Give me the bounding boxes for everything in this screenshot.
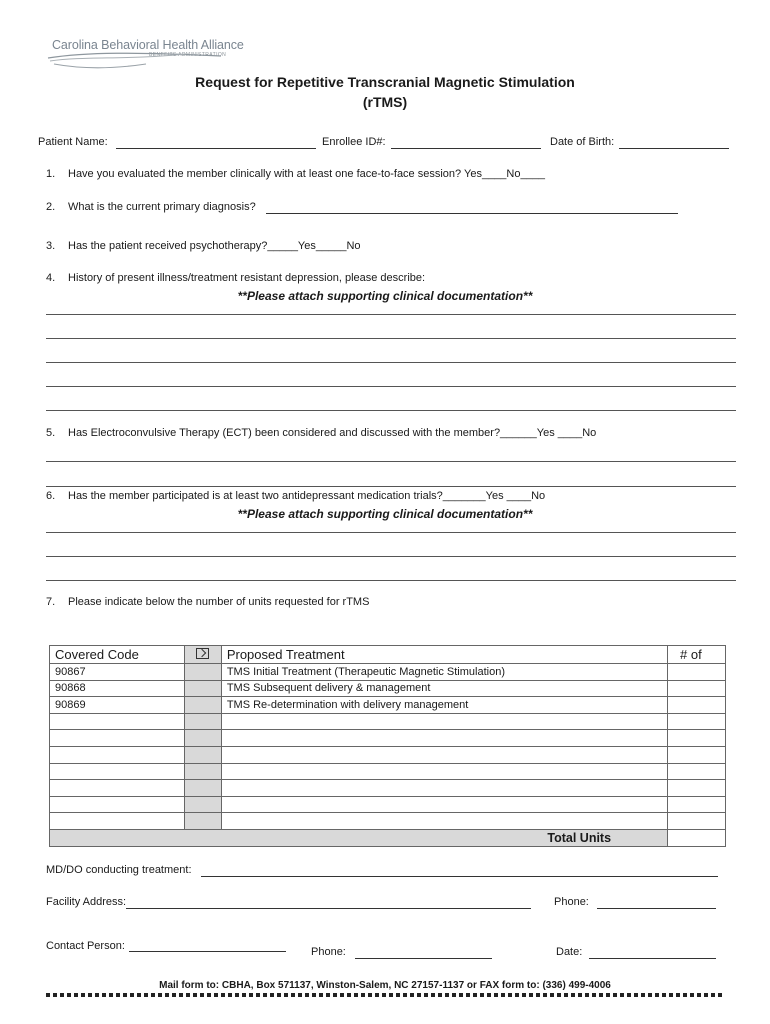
table-row — [50, 746, 726, 763]
code-cell[interactable] — [50, 730, 185, 747]
contact-person-label: Contact Person: — [46, 940, 125, 952]
select-cell[interactable] — [184, 664, 221, 681]
ect-line[interactable] — [46, 461, 736, 462]
question-2 — [46, 201, 256, 213]
logo-subtitle: BENEFITS ADMINISTRATION — [149, 52, 227, 58]
logo-swoosh-icon — [46, 50, 226, 72]
select-cell[interactable] — [184, 763, 221, 780]
patient-name-field[interactable] — [116, 148, 316, 149]
question-text: What is the current primary diagnosis? — [68, 201, 256, 213]
treatment-cell[interactable] — [221, 813, 667, 830]
units-cell[interactable] — [668, 796, 726, 813]
treatment-cell[interactable] — [221, 713, 667, 730]
select-cell[interactable] — [184, 730, 221, 747]
units-cell[interactable] — [668, 780, 726, 797]
question-number: 4. — [46, 272, 56, 284]
total-units-label: Total Units — [50, 829, 668, 846]
question-1 — [46, 168, 545, 180]
facility-address-field[interactable] — [126, 908, 531, 909]
mail-fax-instructions: Mail form to: CBHA, Box 571137, Winston-Salem, NC 27157-1137 or FAX form to: (336) 499-4006 — [159, 980, 611, 991]
units-cell[interactable] — [668, 664, 726, 681]
units-cell[interactable] — [668, 730, 726, 747]
medication-line[interactable] — [46, 580, 736, 581]
table-row — [50, 730, 726, 747]
treatment-cell[interactable] — [221, 780, 667, 797]
table-row — [50, 780, 726, 797]
proposed-treatment-header: Proposed Treatment — [221, 646, 667, 664]
table-row — [50, 713, 726, 730]
history-line[interactable] — [46, 362, 736, 363]
select-cell[interactable] — [184, 780, 221, 797]
units-cell[interactable] — [668, 697, 726, 714]
question-number: 6. — [46, 490, 56, 502]
code-cell: 90867 — [50, 664, 185, 681]
table-row — [50, 680, 726, 697]
facility-address-label: Facility Address: — [46, 896, 127, 908]
history-line[interactable] — [46, 410, 736, 411]
facility-phone-field[interactable] — [597, 908, 716, 909]
question-text: Has the member participated is at least two antidepressant medication trials?_______Yes ____No — [68, 490, 546, 502]
history-line[interactable] — [46, 314, 736, 315]
dob-field[interactable] — [619, 148, 729, 149]
facility-phone-label: Phone: — [554, 896, 589, 908]
checkbox-icon — [196, 648, 209, 659]
table-header-row — [50, 646, 726, 664]
dob-label: Date of Birth: — [550, 136, 615, 148]
select-cell[interactable] — [184, 746, 221, 763]
question-number: 2. — [46, 201, 56, 213]
question-6 — [46, 490, 545, 502]
ect-line[interactable] — [46, 486, 736, 487]
covered-code-header: Covered Code — [50, 646, 185, 664]
code-cell[interactable] — [50, 780, 185, 797]
diagnosis-field[interactable] — [266, 213, 678, 214]
contact-phone-label: Phone: — [311, 946, 346, 958]
table-row — [50, 763, 726, 780]
organization-logo — [46, 36, 246, 76]
select-cell[interactable] — [184, 813, 221, 830]
code-cell[interactable] — [50, 763, 185, 780]
units-cell[interactable] — [668, 680, 726, 697]
contact-phone-field[interactable] — [355, 958, 492, 959]
attach-documentation-note: **Please attach supporting clinical documentation** — [237, 507, 533, 521]
table-row — [50, 813, 726, 830]
code-cell[interactable] — [50, 746, 185, 763]
history-line[interactable] — [46, 386, 736, 387]
form-title: Request for Repetitive Transcranial Magnetic Stimulation — [195, 74, 575, 90]
attach-documentation-note: **Please attach supporting clinical documentation** — [237, 289, 533, 303]
select-cell[interactable] — [184, 713, 221, 730]
total-units-cell[interactable] — [668, 829, 726, 846]
question-text: Have you evaluated the member clinically with at least one face-to-face session? Yes____No____ — [68, 168, 545, 180]
treatment-cell: TMS Initial Treatment (Therapeutic Magnetic Stimulation) — [221, 664, 667, 681]
date-label: Date: — [556, 946, 583, 958]
table-row — [50, 796, 726, 813]
code-cell[interactable] — [50, 813, 185, 830]
code-cell: 90868 — [50, 680, 185, 697]
treatment-cell[interactable] — [221, 796, 667, 813]
units-cell[interactable] — [668, 813, 726, 830]
question-7 — [46, 596, 369, 608]
table-row — [50, 697, 726, 714]
medication-line[interactable] — [46, 532, 736, 533]
total-row — [50, 829, 726, 846]
question-text: Please indicate below the number of units requested for rTMS — [68, 596, 370, 608]
question-number: 3. — [46, 240, 56, 252]
question-text: History of present illness/treatment resistant depression, please describe: — [68, 272, 426, 284]
enrollee-id-label: Enrollee ID#: — [322, 136, 386, 148]
contact-person-field[interactable] — [129, 951, 286, 952]
medication-line[interactable] — [46, 556, 736, 557]
question-number: 7. — [46, 596, 56, 608]
md-do-label: MD/DO conducting treatment: — [46, 864, 192, 876]
question-4 — [46, 272, 425, 284]
code-cell[interactable] — [50, 713, 185, 730]
units-header: # of — [668, 646, 726, 664]
question-5 — [46, 427, 596, 439]
treatment-cell[interactable] — [221, 763, 667, 780]
question-3 — [46, 240, 361, 252]
select-column-header — [184, 646, 221, 664]
code-cell: 90869 — [50, 697, 185, 714]
units-cell[interactable] — [668, 746, 726, 763]
units-cell[interactable] — [668, 713, 726, 730]
question-number: 1. — [46, 168, 56, 180]
question-number: 5. — [46, 427, 56, 439]
units-cell[interactable] — [668, 763, 726, 780]
patient-name-label: Patient Name: — [38, 136, 108, 148]
footer-divider — [46, 993, 724, 997]
select-cell[interactable] — [184, 680, 221, 697]
treatment-codes-table — [49, 645, 726, 847]
treatment-cell: TMS Subsequent delivery & management — [221, 680, 667, 697]
question-text: Has the patient received psychotherapy?_____Yes_____No — [68, 240, 361, 252]
md-do-field[interactable] — [201, 876, 718, 877]
table-row — [50, 664, 726, 681]
logo-name: Carolina Behavioral Health Alliance — [52, 38, 244, 52]
history-line[interactable] — [46, 338, 736, 339]
treatment-cell[interactable] — [221, 746, 667, 763]
code-cell[interactable] — [50, 796, 185, 813]
select-cell[interactable] — [184, 796, 221, 813]
treatment-cell: TMS Re-determination with delivery management — [221, 697, 667, 714]
select-cell[interactable] — [184, 697, 221, 714]
question-text: Has Electroconvulsive Therapy (ECT) been considered and discussed with the member?______Yes ____No — [68, 427, 597, 439]
enrollee-id-field[interactable] — [391, 148, 541, 149]
form-title-abbrev: (rTMS) — [362, 94, 408, 110]
treatment-cell[interactable] — [221, 730, 667, 747]
date-field[interactable] — [589, 958, 716, 959]
